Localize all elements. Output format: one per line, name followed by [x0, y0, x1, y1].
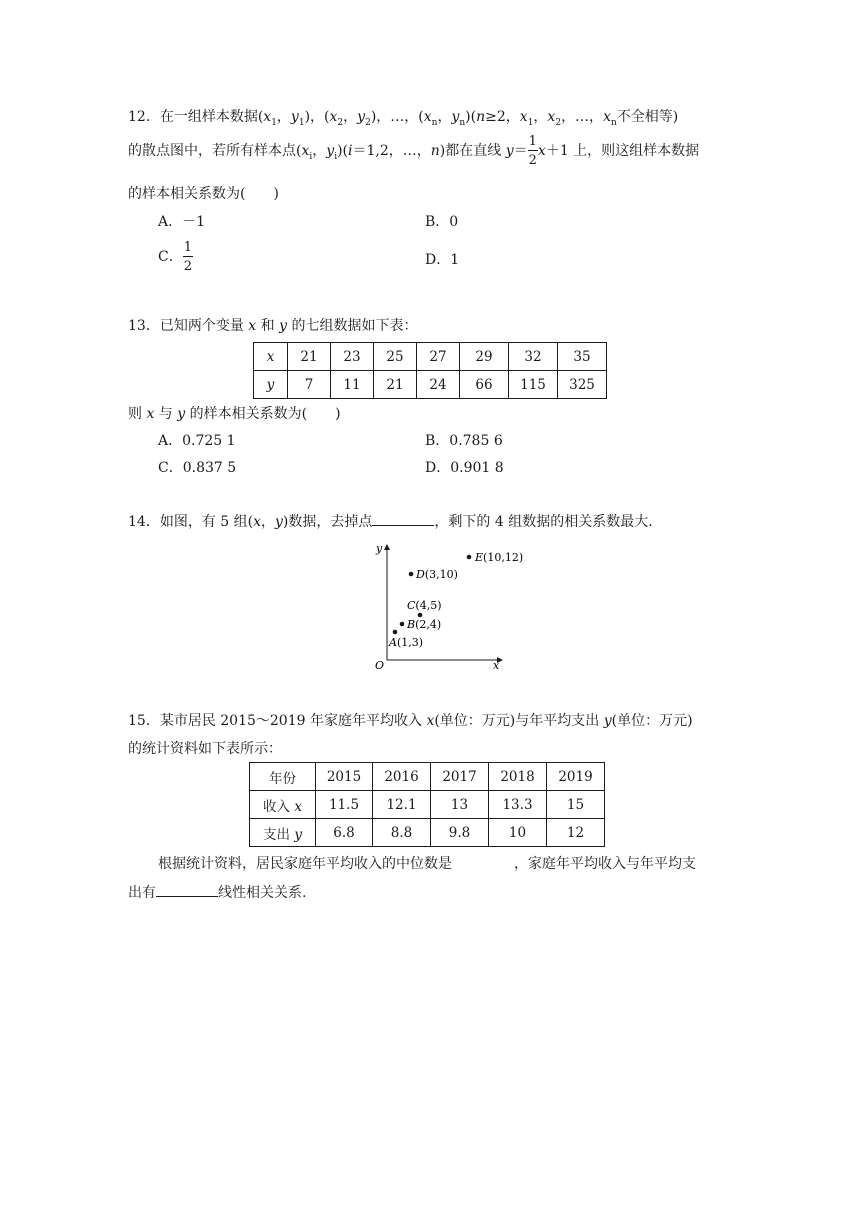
table-cell: 23 [331, 343, 374, 371]
point-label-d: D(3,10) [416, 568, 458, 581]
table-cell: 15 [547, 791, 605, 819]
q15-line-2: 的统计资料如下表所示： [128, 741, 282, 757]
table-cell: 2019 [547, 763, 605, 791]
point-label-b: B(2,4) [407, 618, 442, 631]
point-label-a: A(1,3) [389, 636, 424, 649]
table-row [250, 763, 605, 791]
point-c [418, 613, 423, 618]
q12-option-a[interactable]: A．－1 [158, 214, 206, 230]
table-cell: 25 [374, 343, 417, 371]
table-cell: 24 [417, 371, 460, 399]
table-cell: 2018 [489, 763, 547, 791]
origin-label: O [375, 659, 385, 672]
table-cell: 10 [489, 819, 547, 847]
table-cell: 11.5 [316, 791, 373, 819]
q13-option-c[interactable]: C．0.837 5 [158, 460, 237, 476]
table-cell: 11 [331, 371, 374, 399]
point-label-c: C(4,5) [407, 599, 442, 612]
q15-line-3: 根据统计资料，居民家庭年平均收入的中位数是 ，家庭年平均收入与年平均支 [158, 853, 696, 873]
q12-option-d[interactable]: D．1 [425, 252, 460, 268]
table-header-cell: 年份 [250, 763, 316, 791]
table-cell: x [254, 343, 288, 371]
q13-line-2: 则 x 与 y 的样本相关系数为( ) [128, 406, 341, 422]
y-axis-label: y [376, 542, 383, 555]
q13-option-d[interactable]: D．0.901 8 [425, 460, 504, 476]
q13-option-a[interactable]: A．0.725 1 [158, 433, 236, 449]
table-cell: 8.8 [373, 819, 431, 847]
table-cell: 12.1 [373, 791, 431, 819]
q14-line-1: 14．如图，有 5 组(x，y)数据，去掉点 ，剩下的 4 组数据的相关系数最大. [128, 511, 653, 531]
q12-line-2: 的散点图中，若所有样本点($x_i$，$y_i)(i=1,2$，…，n)都在直线 y＝ $\frac{1}{2}$ x＋1 上，则这组样本数据 [128, 134, 700, 168]
table-cell: 2017 [431, 763, 489, 791]
table-cell: 9.8 [431, 819, 489, 847]
table-cell: 7 [288, 371, 331, 399]
q14-scatter-graph [362, 537, 524, 672]
q12-option-b[interactable]: B．0 [425, 214, 459, 230]
table-row [250, 791, 605, 819]
point-label-e: E(10,12) [475, 551, 524, 564]
table-cell: 325 [558, 371, 607, 399]
table-cell: 13.3 [489, 791, 547, 819]
q14-answer-blank[interactable] [372, 511, 434, 526]
table-cell: 32 [509, 343, 558, 371]
table-cell: 21 [374, 371, 417, 399]
table-row [250, 819, 605, 847]
table-row [254, 371, 607, 399]
table-cell: 13 [431, 791, 489, 819]
table-header-cell: 收入 x [250, 791, 316, 819]
q12-line-1: 12．在一组样本数据($x_1$，$y_1$)，($x_2$，$y_2$)，…，($x_n$，$y_n)(n\ge 2$，$x_1$，$x_2$，…，$x_n$不全相等) [128, 109, 679, 128]
table-cell: 6.8 [316, 819, 373, 847]
table-cell: 2015 [316, 763, 373, 791]
q12-line-3: 的样本相关系数为( ) [128, 186, 279, 202]
q12-fraction: $\frac{1}{2}$ [528, 134, 537, 168]
point-a [393, 630, 398, 635]
q15-relation-blank[interactable] [156, 882, 218, 897]
q13-line-1: 13．已知两个变量 x 和 y 的七组数据如下表： [128, 318, 418, 334]
q15-line-4: 出有 线性相关关系. [128, 882, 306, 902]
scatter-points [388, 551, 523, 649]
q12-option-c[interactable]: C． $\frac{1}{2}$ [158, 240, 192, 274]
point-b [400, 622, 405, 627]
point-d [409, 572, 414, 577]
table-header-cell: 支出 y [250, 819, 316, 847]
table-cell: 21 [288, 343, 331, 371]
table-cell: 66 [460, 371, 509, 399]
q15-median-blank[interactable] [452, 853, 514, 868]
table-cell: 2016 [373, 763, 431, 791]
table-row [254, 343, 607, 371]
x-axis-label: x [493, 659, 500, 672]
table-cell: 35 [558, 343, 607, 371]
q13-data-table [253, 342, 607, 399]
table-cell: 115 [509, 371, 558, 399]
q13-option-b[interactable]: B．0.785 6 [425, 433, 503, 449]
q15-data-table [249, 762, 605, 847]
table-cell: y [254, 371, 288, 399]
table-cell: 12 [547, 819, 605, 847]
q15-line-1: 15．某市居民 2015～2019 年家庭年平均收入 x(单位：万元)与年平均支出 y(单位：万元) [128, 713, 693, 729]
table-cell: 27 [417, 343, 460, 371]
table-cell: 29 [460, 343, 509, 371]
point-e [467, 555, 472, 560]
